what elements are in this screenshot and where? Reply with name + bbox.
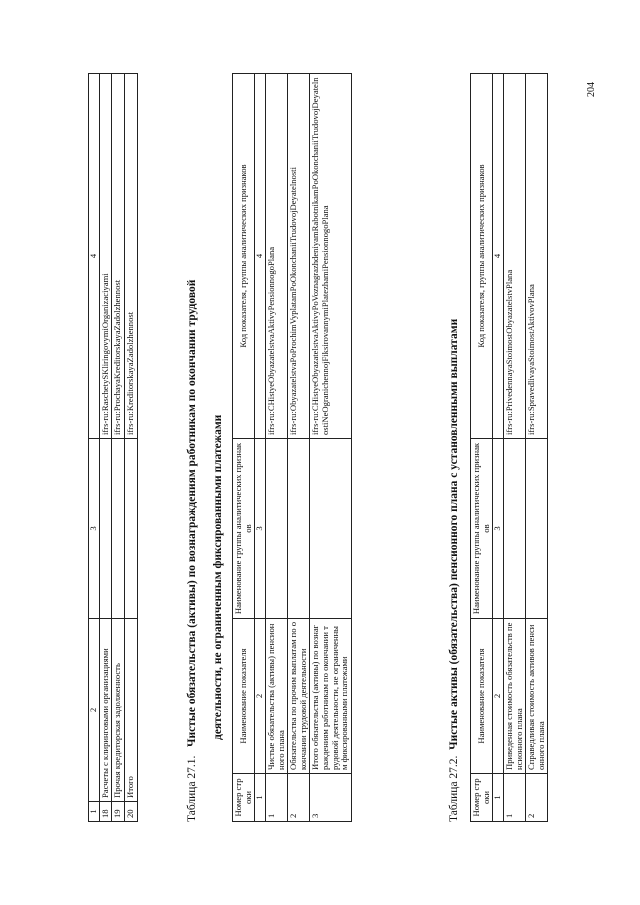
indicator-name: Расчеты с клиринговыми организациями [99,619,112,802]
table-row [265,74,287,822]
indicator-name: Прочая кредиторская задолженность [112,619,125,802]
col-number: 4 [493,74,504,439]
header-indicator-name: Наименование показателя [233,619,255,774]
table-row [112,74,125,822]
table-27-1-prefix: Таблица 27.1. [186,755,198,822]
col-number: 1 [255,774,266,822]
col-number: 3 [493,439,504,619]
table-27-1-title-line1: Чистые обязательства (активы) по вознаграждениям работникам по окончании трудовой [186,279,198,747]
indicator-code: ifrs-ru:SpravedlivayaStoimostAktivovPlana [526,74,548,439]
header-row-number: Номер строки [233,774,255,822]
header-row-number: Номер строки [471,774,493,822]
header-indicator-name: Наименование показателя [471,619,493,774]
group-name [288,439,310,619]
row-number: 1 [265,774,287,822]
indicator-code: ifrs-ru:ObyazatelstvaPoProchimVyplatamPoOkonchaniiTrudovojDeyatelnosti [288,74,310,439]
indicator-code: ifrs-ru:CHistyeObyazatelstvaAktivyPensionnogoPlana [265,74,287,439]
col-number: 4 [255,74,266,439]
table-row [288,74,310,822]
table-row [99,74,112,822]
table-27-1 [232,73,352,822]
indicator-code: ifrs-ru:CHistyeObyazatelstvaAktivyPoVoznagrazhdeniyamRabotnikamPoOkonchaniiTrudovojDeyatelnostiNeOgranichennojFiksirovannymiPlatezhamiPensionnogoPlana [310,74,352,439]
header-group-name: Наименование группы аналитических признаков [233,439,255,619]
group-name [310,439,352,619]
page-number: 204 [586,82,597,97]
row-number: 18 [99,802,112,822]
row-number: 3 [310,774,352,822]
col-number: 1 [89,802,100,822]
indicator-code: ifrs-ru:PrivedennayaStoimostObyazatelstvPlana [503,74,525,439]
group-name [112,439,125,619]
indicator-name: Итого обязательства (активы) по вознаграждениям работникам по окончании трудовой деятельности, не ограниченным фиксированными платежами [310,619,352,774]
group-name [99,439,112,619]
table-27-2-caption [448,319,460,822]
table-27-1-caption-line2 [212,415,224,740]
table-row [124,74,137,822]
indicator-code: ifrs-ru:KreditorskayaZadolzhennost [124,74,137,439]
indicator-code: ifrs-ru:ProchayaKreditorskayaZadolzhennost [112,74,125,439]
table-row [503,74,525,822]
table-row [526,74,548,822]
header-code: Код показателя, группы аналитических признаков [233,74,255,439]
col-number: 2 [255,619,266,774]
column-number-row [89,74,100,822]
table-27-1-caption [186,280,198,822]
header-group-name: Наименование группы аналитических признаков [471,439,493,619]
table-header-row [233,74,255,822]
table-27-2-prefix: Таблица 27.2. [448,755,460,822]
row-number: 2 [526,774,548,822]
col-number: 3 [255,439,266,619]
group-name [503,439,525,619]
col-number: 1 [493,774,504,822]
row-number: 19 [112,802,125,822]
table-27-2-title: Чистые активы (обязательства) пенсионного плана с установленными выплатами [448,318,460,750]
indicator-name: Итого [124,619,137,802]
indicator-name: Приведенная стоимость обязательств пенсионного плана [503,619,525,774]
col-number: 3 [89,439,100,619]
indicator-name: Справедливая стоимость активов пенсионного плана [526,619,548,774]
column-number-row [255,74,266,822]
table-row [310,74,352,822]
column-number-row [493,74,504,822]
header-code: Код показателя, группы аналитических признаков [471,74,493,439]
group-name [265,439,287,619]
col-number: 2 [493,619,504,774]
group-name [526,439,548,619]
col-number: 2 [89,619,100,802]
table-27-1-title-line2: деятельности, не ограниченным фиксированными платежами [212,414,224,740]
indicator-name: Чистые обязательства (активы) пенсионного плана [265,619,287,774]
group-name [124,439,137,619]
indicator-name: Обязательства по прочим выплатам по окончании трудовой деятельности [288,619,310,774]
row-number: 2 [288,774,310,822]
table-header-row [471,74,493,822]
indicator-code: ifrs-ru:RaschetySKliringovymiOrganizaciyami [99,74,112,439]
col-number: 4 [89,74,100,439]
row-number: 20 [124,802,137,822]
row-number: 1 [503,774,525,822]
top-table [88,73,138,822]
table-27-2 [470,73,548,822]
